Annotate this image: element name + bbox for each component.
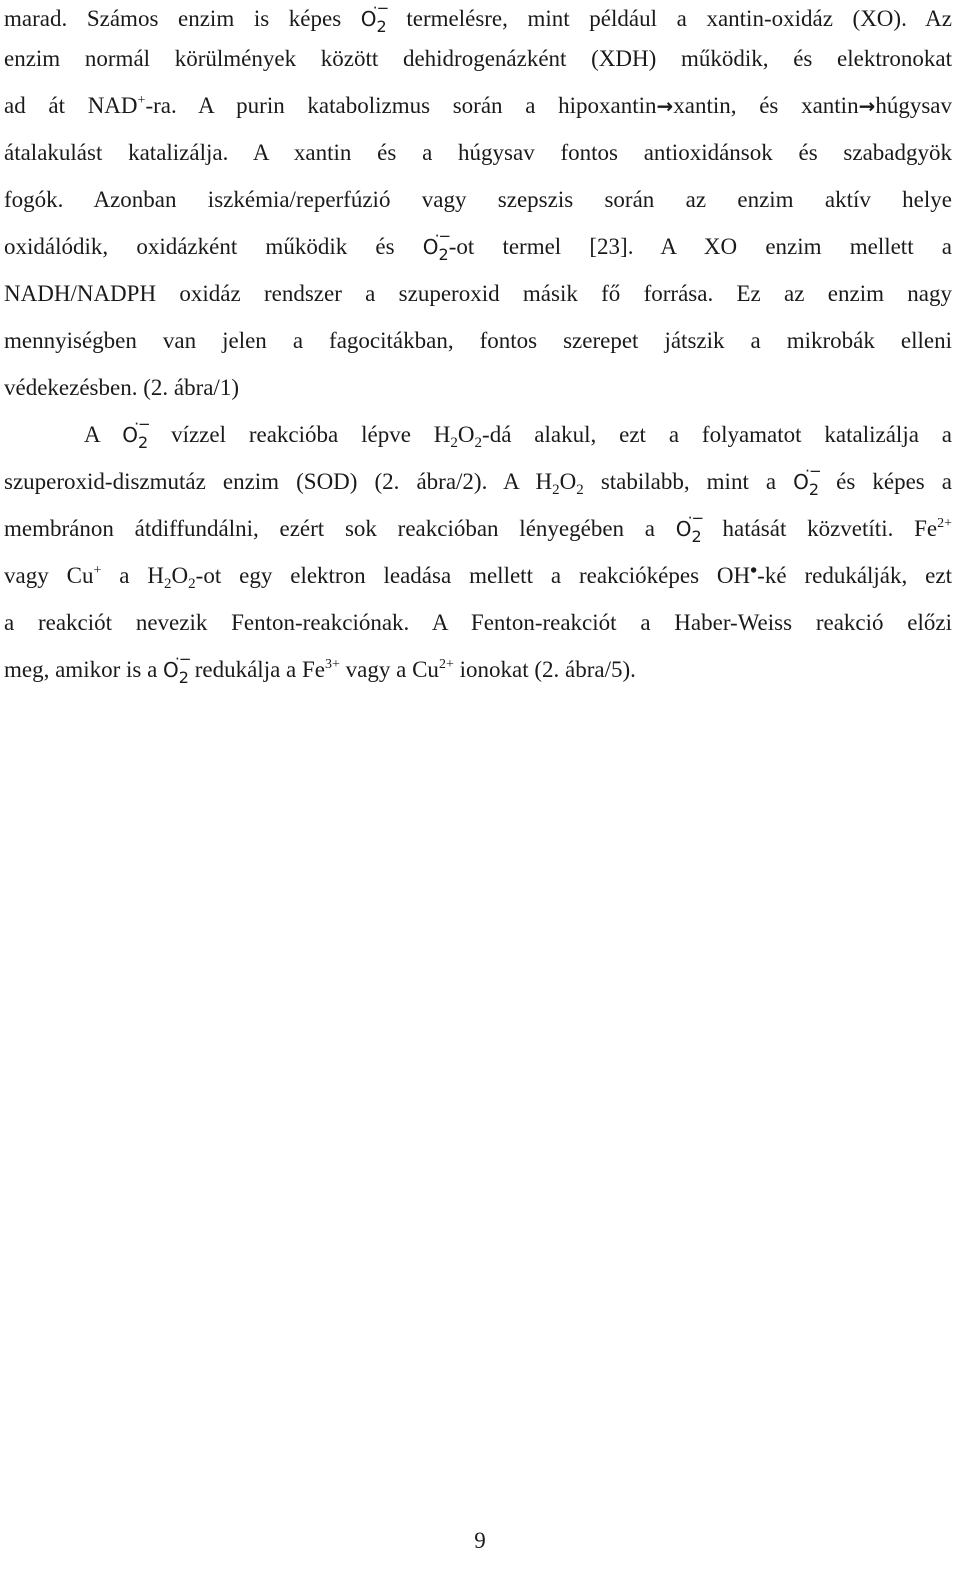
arrow-icon: →	[858, 94, 876, 118]
text-line-6: oxidálódik, oxidázként működik és $O_2$ ·− -ot termel [23]. A XO enzim mellett a	[4, 232, 952, 262]
superoxide-symbol: $O_2$ ·−	[422, 232, 451, 262]
superoxide-symbol: $O_2$ ·−	[675, 514, 704, 544]
superoxide-symbol: $O_2$ ·−	[360, 4, 389, 34]
text-line-5: fogók. Azonban iszkémia/reperfúzió vagy szepszis során az enzim aktív helye	[4, 187, 952, 212]
arrow-icon: →	[656, 94, 674, 118]
text-line-9: védekezésben. (2. ábra/1)	[4, 375, 239, 400]
text-line-7: NADH/NADPH oxidáz rendszer a szuperoxid másik fő forrása. Ez az enzim nagy	[4, 281, 952, 306]
superoxide-symbol: $O_2$ ·−	[793, 467, 821, 497]
text-line-14: a reakciót nevezik Fenton-reakciónak. A Fenton-reakciót a Haber-Weiss reakció előzi	[4, 610, 952, 635]
text-line-2: enzim normál körülmények között dehidrogenázként (XDH) működik, és elektronokat	[4, 46, 952, 71]
text-line-3: ad át NAD+-ra. A purin katabolizmus során a hipoxantin→xantin, és xantin→húgysav	[4, 93, 952, 118]
text-line-8: mennyiségben van jelen a fagocitákban, fontos szerepet játszik a mikrobák elleni	[4, 328, 952, 353]
text-line-11: szuperoxid-diszmutáz enzim (SOD) (2. ábra/2). A $H_2O_2$ stabilabb, mint a $O_2$ ·− és képes a	[4, 467, 952, 497]
text-line-12: membránon átdiffundálni, ezért sok reakcióban lényegében a $O_2$ ·− hatását közvetíti. $Fe^{2+}$	[4, 514, 952, 544]
text-line-1: marad. Számos enzim is képes $O_2$ ·− termelésre, mint például a xantin-oxidáz (XO). Az	[4, 4, 952, 34]
radical-dot: •	[750, 561, 758, 582]
superoxide-symbol: $O_2$ ·−	[163, 655, 191, 685]
text-line-10: A $O_2$ ·− vízzel reakcióba lépve $H_2O_2-dá$ alakul, ezt a folyamatot katalizálja a	[84, 420, 952, 450]
text-line-4: átalakulást katalizálja. A xantin és a húgysav fontos antioxidánsok és szabadgyök	[4, 140, 952, 165]
page-number: 9	[474, 1528, 486, 1553]
text-line-13: vagy Cu+ a $H_2O_2-ot$ egy elektron leadása mellett a reakcióképes OH•-ké redukálják, ezt	[4, 561, 952, 591]
superoxide-symbol: $O_2$ ·−	[122, 420, 150, 450]
text-line-15: meg, amikor is a $O_2$ ·− redukálja a $Fe^{3+}$ vagy a $Cu^{2+}$ ionokat (2. ábra/5).	[4, 655, 636, 685]
